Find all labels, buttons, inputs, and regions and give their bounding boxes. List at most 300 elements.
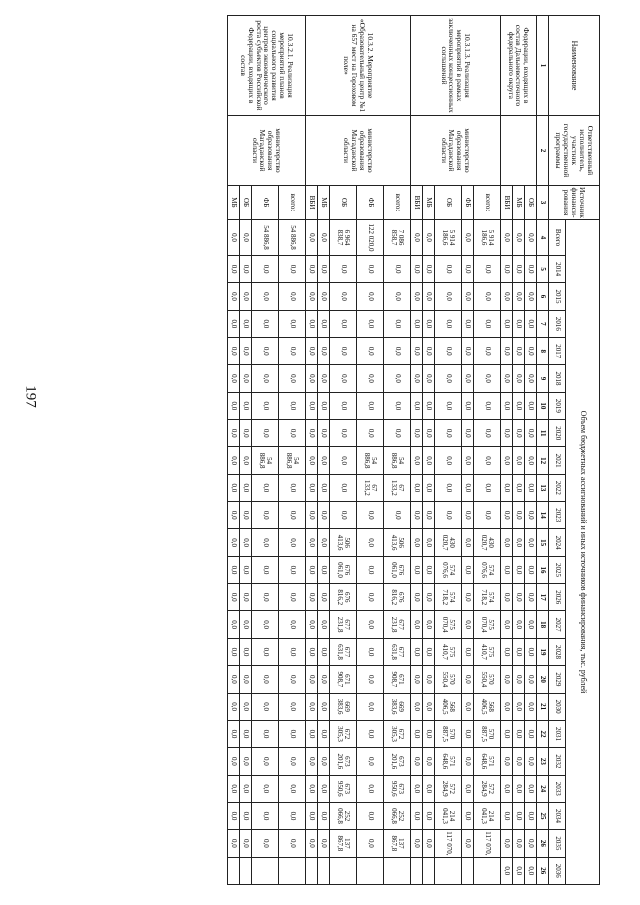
value-cell: 0,0 bbox=[252, 474, 279, 501]
financing-table bbox=[227, 15, 600, 885]
value-cell: 0,0 bbox=[474, 283, 501, 310]
value-cell: 0,0 bbox=[330, 338, 357, 365]
value-cell: 0,0 bbox=[423, 447, 435, 474]
header-name: Наименование bbox=[549, 16, 600, 116]
value-cell: 0,0 bbox=[306, 666, 318, 693]
value-cell: 676 061,0 bbox=[330, 556, 357, 583]
value-cell: 0,0 bbox=[306, 556, 318, 583]
value-cell: 0,0 bbox=[279, 693, 306, 720]
column-number: 15 bbox=[537, 529, 549, 556]
value-cell: 0,0 bbox=[501, 420, 513, 447]
value-cell: 0,0 bbox=[501, 447, 513, 474]
value-cell: 0,0 bbox=[435, 420, 462, 447]
header-year: 2026 bbox=[549, 584, 566, 611]
total-cell: 0,0 bbox=[240, 220, 252, 256]
value-cell: 0,0 bbox=[525, 857, 537, 884]
value-cell: 672 305,3 bbox=[384, 720, 411, 747]
value-cell: 0,0 bbox=[411, 447, 423, 474]
value-cell: 0,0 bbox=[411, 775, 423, 802]
column-number: 26 bbox=[537, 857, 549, 884]
value-cell: 0,0 bbox=[279, 310, 306, 337]
value-cell: 0,0 bbox=[306, 529, 318, 556]
column-number: 3 bbox=[537, 186, 549, 220]
value-cell: 0,0 bbox=[330, 283, 357, 310]
value-cell: 0,0 bbox=[501, 611, 513, 638]
value-cell: 0,0 bbox=[411, 256, 423, 283]
value-cell: 0,0 bbox=[240, 556, 252, 583]
value-cell: 0,0 bbox=[279, 338, 306, 365]
value-cell: 0,0 bbox=[513, 474, 525, 501]
value-cell: 0,0 bbox=[318, 338, 330, 365]
value-cell: 0,0 bbox=[357, 365, 384, 392]
value-cell: 0,0 bbox=[423, 283, 435, 310]
value-cell: 0,0 bbox=[279, 474, 306, 501]
value-cell: 0,0 bbox=[306, 502, 318, 529]
value-cell: 0,0 bbox=[462, 283, 474, 310]
column-number: 13 bbox=[537, 474, 549, 501]
total-cell: 0,0 bbox=[462, 220, 474, 256]
value-cell: 0,0 bbox=[318, 392, 330, 419]
column-number: 22 bbox=[537, 720, 549, 747]
value-cell: 0,0 bbox=[513, 802, 525, 829]
value-cell: 0,0 bbox=[252, 611, 279, 638]
value-cell: 0,0 bbox=[423, 256, 435, 283]
value-cell: 0,0 bbox=[318, 584, 330, 611]
value-cell: 67 133,2 bbox=[384, 474, 411, 501]
value-cell: 0,0 bbox=[525, 638, 537, 665]
value-cell: 0,0 bbox=[423, 529, 435, 556]
source-cell: ОБ bbox=[240, 186, 252, 220]
value-cell: 574 718,2 bbox=[474, 584, 501, 611]
header-year: 2016 bbox=[549, 310, 566, 337]
value-cell bbox=[306, 857, 318, 884]
column-number: 20 bbox=[537, 666, 549, 693]
value-cell bbox=[240, 857, 252, 884]
value-cell: 0,0 bbox=[228, 611, 240, 638]
value-cell: 0,0 bbox=[357, 256, 384, 283]
value-cell: 0,0 bbox=[513, 392, 525, 419]
value-cell: 672 305,3 bbox=[330, 720, 357, 747]
value-cell: 0,0 bbox=[435, 474, 462, 501]
total-cell: 0,0 bbox=[306, 220, 318, 256]
value-cell: 0,0 bbox=[411, 474, 423, 501]
value-cell: 0,0 bbox=[525, 748, 537, 775]
header-year: 2015 bbox=[549, 283, 566, 310]
value-cell: 0,0 bbox=[501, 502, 513, 529]
value-cell: 0,0 bbox=[462, 802, 474, 829]
value-cell: 0,0 bbox=[279, 556, 306, 583]
value-cell: 0,0 bbox=[318, 830, 330, 857]
value-cell: 0,0 bbox=[423, 693, 435, 720]
value-cell: 0,0 bbox=[306, 420, 318, 447]
header-year: 2027 bbox=[549, 611, 566, 638]
value-cell: 0,0 bbox=[252, 830, 279, 857]
value-cell: 571 648,6 bbox=[474, 748, 501, 775]
value-cell: 0,0 bbox=[411, 748, 423, 775]
value-cell: 0,0 bbox=[513, 283, 525, 310]
value-cell: 0,0 bbox=[462, 338, 474, 365]
value-cell: 0,0 bbox=[462, 830, 474, 857]
value-cell: 0,0 bbox=[435, 283, 462, 310]
value-cell: 673 201,6 bbox=[384, 748, 411, 775]
header-year: 2020 bbox=[549, 420, 566, 447]
value-cell: 0,0 bbox=[525, 693, 537, 720]
value-cell: 0,0 bbox=[318, 529, 330, 556]
value-cell: 0,0 bbox=[462, 502, 474, 529]
value-cell: 0,0 bbox=[411, 392, 423, 419]
value-cell: 0,0 bbox=[525, 338, 537, 365]
value-cell: 0,0 bbox=[318, 365, 330, 392]
value-cell: 0,0 bbox=[525, 720, 537, 747]
value-cell: 0,0 bbox=[411, 693, 423, 720]
value-cell: 0,0 bbox=[411, 420, 423, 447]
value-cell: 506 413,6 bbox=[384, 529, 411, 556]
value-cell: 0,0 bbox=[330, 502, 357, 529]
value-cell: 0,0 bbox=[306, 830, 318, 857]
value-cell: 0,0 bbox=[279, 666, 306, 693]
value-cell: 0,0 bbox=[228, 720, 240, 747]
value-cell: 0,0 bbox=[435, 256, 462, 283]
header-year: 2018 bbox=[549, 365, 566, 392]
header-source: Источник финанси-рования bbox=[549, 186, 600, 220]
value-cell: 0,0 bbox=[252, 748, 279, 775]
value-cell: 0,0 bbox=[384, 283, 411, 310]
value-cell: 0,0 bbox=[306, 720, 318, 747]
header-year: 2034 bbox=[549, 802, 566, 829]
value-cell: 677 631,8 bbox=[330, 638, 357, 665]
value-cell: 0,0 bbox=[513, 529, 525, 556]
value-cell: 0,0 bbox=[279, 830, 306, 857]
value-cell: 0,0 bbox=[474, 420, 501, 447]
header-year: 2024 bbox=[549, 529, 566, 556]
value-cell: 0,0 bbox=[318, 666, 330, 693]
value-cell: 0,0 bbox=[240, 611, 252, 638]
value-cell: 0,0 bbox=[252, 802, 279, 829]
value-cell: 0,0 bbox=[252, 283, 279, 310]
column-number: 11 bbox=[537, 420, 549, 447]
total-cell: 122 020,0 bbox=[357, 220, 384, 256]
header-year: 2017 bbox=[549, 338, 566, 365]
header-executor: Ответственный исполнитель, участник государственной программы bbox=[549, 116, 600, 186]
value-cell: 0,0 bbox=[423, 392, 435, 419]
value-cell: 0,0 bbox=[228, 638, 240, 665]
value-cell: 0,0 bbox=[411, 502, 423, 529]
value-cell: 0,0 bbox=[279, 256, 306, 283]
column-number: 19 bbox=[537, 638, 549, 665]
value-cell: 0,0 bbox=[252, 529, 279, 556]
value-cell: 0,0 bbox=[306, 775, 318, 802]
value-cell: 0,0 bbox=[525, 584, 537, 611]
value-cell: 0,0 bbox=[423, 420, 435, 447]
value-cell: 0,0 bbox=[357, 638, 384, 665]
row-name: 10.3.2.1. Реализация мероприятий планов социального развития центров экономического роста субъектов Российской Федерации, входящих в состав bbox=[228, 16, 306, 116]
value-cell: 0,0 bbox=[525, 802, 537, 829]
value-cell: 0,0 bbox=[411, 802, 423, 829]
value-cell: 0,0 bbox=[501, 283, 513, 310]
value-cell: 0,0 bbox=[240, 529, 252, 556]
value-cell: 0,0 bbox=[384, 338, 411, 365]
value-cell: 0,0 bbox=[318, 474, 330, 501]
header-year: 2036 bbox=[549, 857, 566, 884]
value-cell: 0,0 bbox=[318, 556, 330, 583]
value-cell: 570 550,4 bbox=[474, 666, 501, 693]
value-cell: 0,0 bbox=[435, 310, 462, 337]
value-cell: 0,0 bbox=[525, 830, 537, 857]
header-year: 2023 bbox=[549, 502, 566, 529]
value-cell: 0,0 bbox=[357, 830, 384, 857]
source-cell: МБ bbox=[318, 186, 330, 220]
value-cell: 0,0 bbox=[318, 256, 330, 283]
header-year: 2030 bbox=[549, 693, 566, 720]
value-cell: 676 816,2 bbox=[330, 584, 357, 611]
value-cell: 0,0 bbox=[252, 584, 279, 611]
value-cell: 0,0 bbox=[228, 584, 240, 611]
value-cell: 0,0 bbox=[228, 338, 240, 365]
value-cell: 0,0 bbox=[384, 420, 411, 447]
total-cell: 6 964 838,7 bbox=[330, 220, 357, 256]
value-cell: 0,0 bbox=[423, 502, 435, 529]
value-cell bbox=[228, 857, 240, 884]
value-cell: 0,0 bbox=[252, 392, 279, 419]
value-cell: 0,0 bbox=[240, 283, 252, 310]
value-cell: 0,0 bbox=[411, 338, 423, 365]
source-cell: ФБ bbox=[252, 186, 279, 220]
value-cell: 0,0 bbox=[228, 529, 240, 556]
value-cell: 0,0 bbox=[423, 638, 435, 665]
value-cell: 0,0 bbox=[330, 420, 357, 447]
row-executor: министерство образования Магаданской области bbox=[411, 116, 501, 186]
value-cell: 0,0 bbox=[306, 392, 318, 419]
value-cell: 0,0 bbox=[240, 748, 252, 775]
header-year: 2033 bbox=[549, 775, 566, 802]
value-cell: 0,0 bbox=[411, 666, 423, 693]
value-cell: 0,0 bbox=[462, 474, 474, 501]
value-cell: 430 020,7 bbox=[474, 529, 501, 556]
value-cell: 0,0 bbox=[525, 392, 537, 419]
value-cell: 0,0 bbox=[474, 392, 501, 419]
value-cell: 0,0 bbox=[318, 502, 330, 529]
total-cell: 0,0 bbox=[423, 220, 435, 256]
value-cell: 0,0 bbox=[357, 310, 384, 337]
value-cell: 0,0 bbox=[357, 666, 384, 693]
row-executor bbox=[501, 116, 537, 186]
total-cell: 0,0 bbox=[513, 220, 525, 256]
value-cell: 137 867,8 bbox=[330, 830, 357, 857]
value-cell bbox=[474, 857, 501, 884]
value-cell: 0,0 bbox=[228, 283, 240, 310]
value-cell: 0,0 bbox=[501, 830, 513, 857]
value-cell: 0,0 bbox=[240, 256, 252, 283]
value-cell: 0,0 bbox=[357, 420, 384, 447]
total-cell: 0,0 bbox=[525, 220, 537, 256]
value-cell: 0,0 bbox=[306, 338, 318, 365]
value-cell: 54 886,8 bbox=[252, 447, 279, 474]
value-cell: 677 631,8 bbox=[384, 638, 411, 665]
value-cell: 430 020,7 bbox=[435, 529, 462, 556]
value-cell: 0,0 bbox=[318, 420, 330, 447]
table-row bbox=[384, 16, 411, 885]
value-cell: 0,0 bbox=[240, 365, 252, 392]
value-cell: 0,0 bbox=[501, 857, 513, 884]
value-cell: 0,0 bbox=[525, 283, 537, 310]
header-year: 2019 bbox=[549, 392, 566, 419]
value-cell: 0,0 bbox=[330, 256, 357, 283]
value-cell: 0,0 bbox=[513, 775, 525, 802]
value-cell: 0,0 bbox=[279, 638, 306, 665]
value-cell: 0,0 bbox=[462, 748, 474, 775]
value-cell: 571 648,6 bbox=[435, 748, 462, 775]
value-cell: 0,0 bbox=[357, 748, 384, 775]
value-cell: 0,0 bbox=[306, 283, 318, 310]
header-year: 2029 bbox=[549, 666, 566, 693]
header-funding: Объем бюджетных ассигнований и иных источников финансирования, тыс. рублей bbox=[566, 220, 600, 885]
value-cell: 0,0 bbox=[252, 310, 279, 337]
value-cell: 0,0 bbox=[513, 365, 525, 392]
value-cell: 0,0 bbox=[411, 283, 423, 310]
value-cell: 0,0 bbox=[357, 529, 384, 556]
column-number: 16 bbox=[537, 556, 549, 583]
header-year: 2028 bbox=[549, 638, 566, 665]
value-cell: 0,0 bbox=[435, 502, 462, 529]
value-cell: 0,0 bbox=[462, 611, 474, 638]
total-cell: 0,0 bbox=[411, 220, 423, 256]
value-cell: 0,0 bbox=[501, 338, 513, 365]
value-cell: 0,0 bbox=[423, 802, 435, 829]
value-cell: 54 886,8 bbox=[384, 447, 411, 474]
value-cell: 0,0 bbox=[330, 447, 357, 474]
source-cell: ВБИ bbox=[411, 186, 423, 220]
value-cell: 0,0 bbox=[306, 638, 318, 665]
value-cell: 0,0 bbox=[423, 775, 435, 802]
value-cell: 0,0 bbox=[411, 365, 423, 392]
value-cell: 0,0 bbox=[462, 638, 474, 665]
value-cell: 575 410,7 bbox=[435, 638, 462, 665]
value-cell: 0,0 bbox=[501, 529, 513, 556]
value-cell: 0,0 bbox=[411, 584, 423, 611]
row-executor: министерство образования Магаданской области bbox=[228, 116, 306, 186]
value-cell: 0,0 bbox=[252, 666, 279, 693]
value-cell: 214 041,3 bbox=[474, 802, 501, 829]
value-cell: 0,0 bbox=[474, 474, 501, 501]
value-cell: 0,0 bbox=[357, 802, 384, 829]
header-year: 2025 bbox=[549, 556, 566, 583]
value-cell: 54 886,8 bbox=[357, 447, 384, 474]
value-cell: 676 061,0 bbox=[384, 556, 411, 583]
value-cell: 0,0 bbox=[462, 447, 474, 474]
value-cell: 0,0 bbox=[423, 666, 435, 693]
value-cell: 0,0 bbox=[474, 502, 501, 529]
column-number: 17 bbox=[537, 584, 549, 611]
value-cell: 0,0 bbox=[228, 556, 240, 583]
value-cell: 673 950,6 bbox=[330, 775, 357, 802]
column-number: 23 bbox=[537, 748, 549, 775]
value-cell: 0,0 bbox=[357, 556, 384, 583]
value-cell: 0,0 bbox=[228, 256, 240, 283]
value-cell: 0,0 bbox=[240, 310, 252, 337]
value-cell: 0,0 bbox=[318, 611, 330, 638]
value-cell bbox=[411, 857, 423, 884]
value-cell: 0,0 bbox=[240, 447, 252, 474]
value-cell: 0,0 bbox=[357, 338, 384, 365]
source-cell: ФБ bbox=[357, 186, 384, 220]
value-cell: 0,0 bbox=[306, 748, 318, 775]
page-number: 197 bbox=[22, 385, 39, 408]
value-cell: 0,0 bbox=[279, 720, 306, 747]
header-year: 2032 bbox=[549, 748, 566, 775]
table-row bbox=[279, 16, 306, 885]
value-cell: 0,0 bbox=[240, 502, 252, 529]
value-cell: 0,0 bbox=[240, 775, 252, 802]
value-cell: 0,0 bbox=[240, 338, 252, 365]
value-cell: 669 383,6 bbox=[330, 693, 357, 720]
value-cell: 0,0 bbox=[501, 638, 513, 665]
value-cell: 0,0 bbox=[513, 857, 525, 884]
column-number: 21 bbox=[537, 693, 549, 720]
value-cell: 0,0 bbox=[228, 748, 240, 775]
value-cell: 0,0 bbox=[501, 748, 513, 775]
value-cell: 0,0 bbox=[306, 447, 318, 474]
value-cell: 0,0 bbox=[330, 310, 357, 337]
value-cell: 570 887,5 bbox=[435, 720, 462, 747]
value-cell: 0,0 bbox=[306, 310, 318, 337]
value-cell: 0,0 bbox=[462, 584, 474, 611]
rotated-page bbox=[140, 15, 600, 885]
value-cell: 0,0 bbox=[279, 748, 306, 775]
value-cell: 0,0 bbox=[357, 392, 384, 419]
total-cell: 0,0 bbox=[228, 220, 240, 256]
value-cell: 0,0 bbox=[474, 365, 501, 392]
value-cell: 0,0 bbox=[501, 365, 513, 392]
column-number: 24 bbox=[537, 775, 549, 802]
row-name: Федерации, входящих в состав Дальневосточного федерального округа bbox=[501, 16, 537, 116]
value-cell: 0,0 bbox=[306, 611, 318, 638]
source-cell: всего: bbox=[474, 186, 501, 220]
value-cell: 0,0 bbox=[384, 310, 411, 337]
value-cell: 0,0 bbox=[240, 720, 252, 747]
value-cell: 0,0 bbox=[423, 365, 435, 392]
header-total: Всего bbox=[549, 220, 566, 256]
value-cell: 0,0 bbox=[357, 611, 384, 638]
value-cell: 0,0 bbox=[513, 447, 525, 474]
value-cell: 0,0 bbox=[525, 502, 537, 529]
value-cell: 0,0 bbox=[462, 720, 474, 747]
value-cell bbox=[357, 857, 384, 884]
value-cell: 0,0 bbox=[525, 256, 537, 283]
value-cell: 0,0 bbox=[357, 584, 384, 611]
value-cell: 677 231,8 bbox=[384, 611, 411, 638]
value-cell: 0,0 bbox=[513, 556, 525, 583]
header-year: 2021 bbox=[549, 447, 566, 474]
value-cell: 0,0 bbox=[318, 748, 330, 775]
value-cell: 0,0 bbox=[513, 720, 525, 747]
value-cell: 0,0 bbox=[357, 720, 384, 747]
total-cell: 54 886,8 bbox=[279, 220, 306, 256]
value-cell: 0,0 bbox=[423, 748, 435, 775]
value-cell: 0,0 bbox=[513, 748, 525, 775]
value-cell: 0,0 bbox=[228, 392, 240, 419]
value-cell: 0,0 bbox=[501, 556, 513, 583]
header-year: 2022 bbox=[549, 474, 566, 501]
source-cell: всего: bbox=[279, 186, 306, 220]
table-row bbox=[525, 16, 537, 885]
value-cell: 0,0 bbox=[318, 693, 330, 720]
column-number: 6 bbox=[537, 283, 549, 310]
value-cell: 0,0 bbox=[411, 638, 423, 665]
value-cell: 574 076,6 bbox=[474, 556, 501, 583]
value-cell: 0,0 bbox=[228, 775, 240, 802]
value-cell: 252 066,8 bbox=[384, 802, 411, 829]
column-number: 12 bbox=[537, 447, 549, 474]
